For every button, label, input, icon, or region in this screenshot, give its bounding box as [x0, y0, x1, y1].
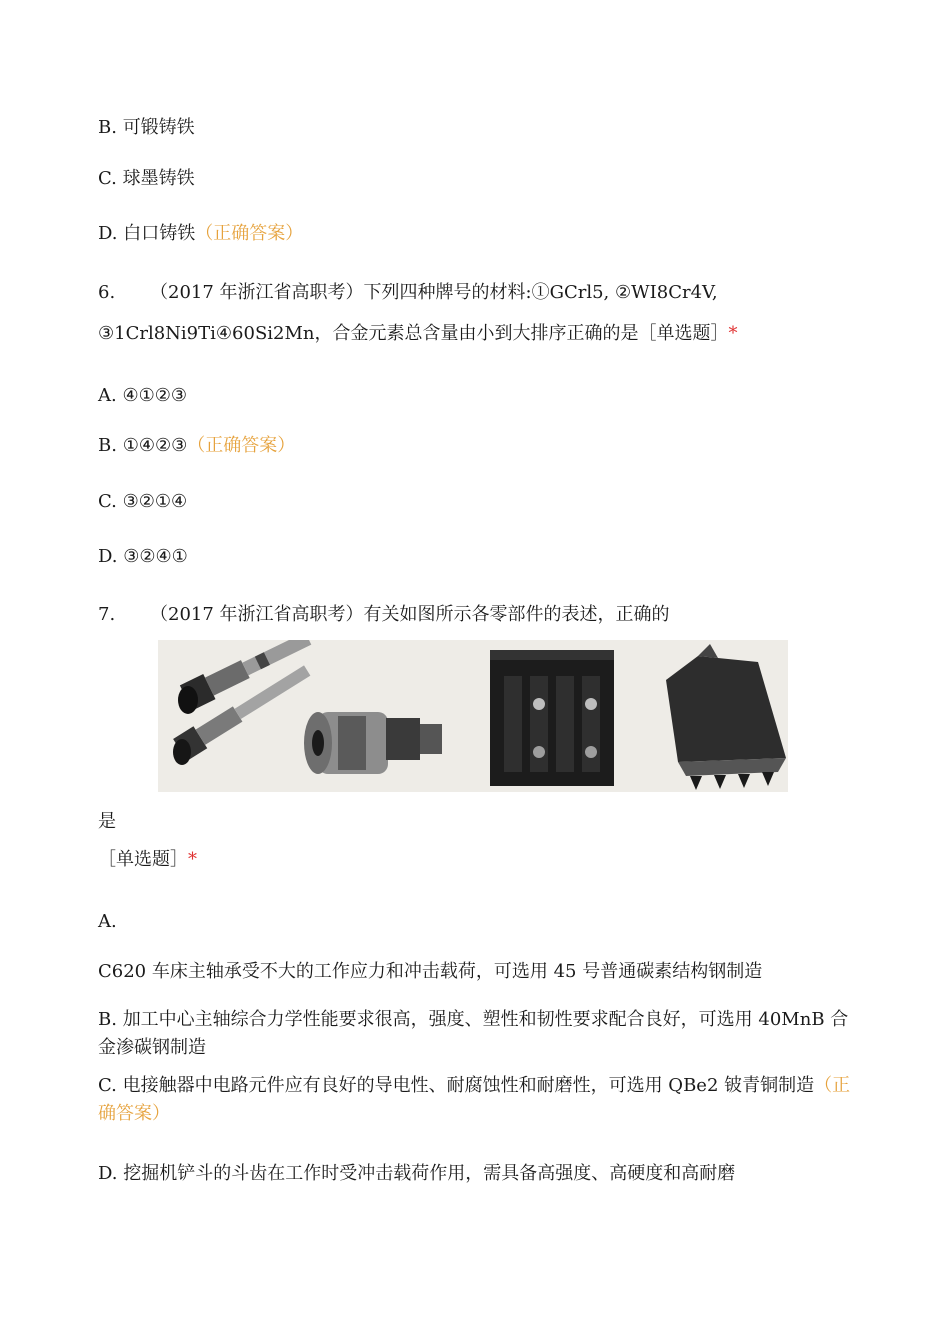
option-text: ③②④① [123, 546, 188, 567]
correct-answer-mark: （正确答案） [187, 435, 296, 456]
question-number: 6. [98, 282, 116, 303]
q6-option-d[interactable] [98, 543, 188, 571]
option-text: 挖掘机铲斗的斗齿在工作时受冲击载荷作用，需具备高强度、高硬度和高耐磨 [123, 1163, 736, 1184]
q7-type-line [98, 846, 197, 874]
option-letter: D. [98, 1163, 118, 1184]
question-type: ［单选题］ [98, 849, 188, 870]
q5-option-c[interactable] [98, 165, 195, 193]
q7-option-d[interactable] [98, 1160, 735, 1188]
q7-stem-line2 [98, 808, 116, 836]
question-text: （2017 年浙江省高职考）下列四种牌号的材料:①GCrl5, ②WI8Cr4V, [150, 282, 718, 303]
q6-stem-line1 [98, 279, 718, 307]
correct-answer-mark: （正确答案） [98, 1075, 851, 1124]
option-letter: C. [98, 491, 117, 512]
option-text: ①④②③ [122, 435, 188, 456]
q7-option-c[interactable] [98, 1072, 858, 1128]
option-text: 电接触器中电路元件应有良好的导电性、耐腐蚀性和耐磨性，可选用 QBe2 铍青铜制造 [122, 1075, 815, 1096]
q7-option-b[interactable] [98, 1006, 858, 1062]
option-text: 球墨铸铁 [122, 168, 195, 189]
question-number: 7. [98, 604, 116, 625]
correct-answer-mark: （正确答案） [195, 223, 304, 244]
option-text: 可锻铸铁 [122, 117, 195, 138]
q6-option-a[interactable] [98, 382, 187, 410]
q6-option-c[interactable] [98, 488, 187, 516]
q5-option-d[interactable] [98, 220, 303, 248]
question-text: （2017 年浙江省高职考）有关如图所示各零部件的表述，正确的 [150, 604, 670, 625]
option-letter: B. [98, 1009, 117, 1030]
option-text: ③②①④ [122, 491, 188, 512]
q7-stem-line1 [98, 601, 670, 629]
question-text: ③1Crl8Ni9Ti④60Si2Mn，合金元素总含量由小到大排序正确的是［单选题］ [98, 323, 729, 344]
question-text: 是 [98, 811, 116, 832]
contactor-icon [490, 650, 614, 786]
option-text: ④①②③ [122, 385, 188, 406]
q6-stem-line2 [98, 320, 738, 348]
option-letter: D. [98, 546, 118, 567]
required-asterisk: * [728, 323, 738, 344]
option-letter: B. [98, 117, 117, 138]
option-letter: C. [98, 1075, 117, 1096]
option-letter: C. [98, 168, 117, 189]
option-text: 白口铸铁 [123, 223, 196, 244]
q5-option-b[interactable] [98, 114, 195, 142]
option-letter: D. [98, 223, 118, 244]
q7-option-a[interactable] [98, 958, 762, 986]
option-text: 加工中心主轴综合力学性能要求很高，强度、塑性和韧性要求配合良好，可选用 40MnB 合金渗碳钢制造 [98, 1009, 849, 1058]
q6-option-b[interactable] [98, 432, 295, 460]
option-text: C620 车床主轴承受不大的工作应力和冲击载荷，可选用 45 号普通碳素结构钢制造 [98, 961, 763, 982]
option-letter: A. [98, 385, 117, 406]
required-asterisk: * [188, 849, 197, 870]
q7-option-a-letter[interactable] [98, 908, 117, 936]
option-letter: A. [98, 911, 117, 932]
machine-parts-photo-icon [158, 640, 788, 792]
option-letter: B. [98, 435, 117, 456]
